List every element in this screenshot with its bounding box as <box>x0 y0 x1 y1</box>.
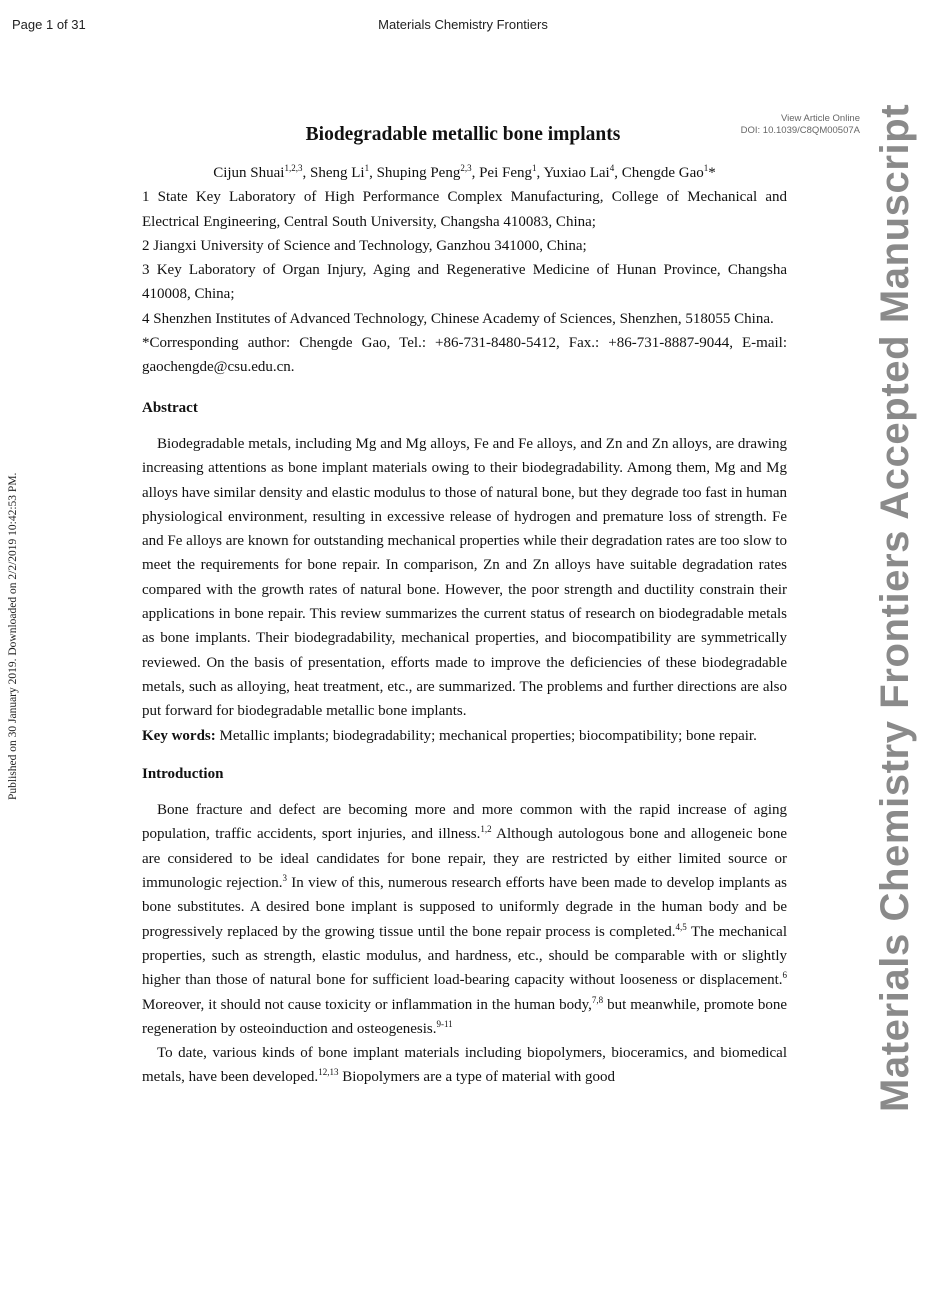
abstract <box>142 432 787 748</box>
citation-superscript: 9-11 <box>436 1018 453 1029</box>
text-run: In view of this, numerous research efforts have been made to develop implants as bone substitutes. A desired bone implant is supposed to uniformly degrade in the human body and be progressively replaced by the growing tissue until the bone repair process is completed. <box>142 875 787 940</box>
text-run: Moreover, it should not cause toxicity or inflammation in the human body, <box>142 996 592 1013</box>
text-run: , Yuxiao Lai <box>536 165 610 181</box>
text-run: *Corresponding author: Chengde Gao, Tel.: +86-731-8480-5412, Fax.: +86-731-8887-9044, E-mail: gaochengde@csu.edu.cn. <box>142 335 787 376</box>
text-run: Although autologous bone and allogeneic bone are considered to be ideal candidates for bone repair, they are restricted by either limited source or immunologic rejection. <box>142 826 787 892</box>
paragraph <box>142 331 787 380</box>
paragraph <box>142 798 787 1041</box>
text-run: Bone fracture and defect are becoming more and more common with the rapid increase of aging population, traffic accidents, sport injuries, and illness. <box>142 802 787 843</box>
text-run: , Chengde Gao <box>614 165 704 181</box>
text-run: * <box>708 165 716 181</box>
text-run: Key words: <box>142 727 216 744</box>
citation-superscript: 1,2 <box>480 824 492 835</box>
text-run: The mechanical properties, such as strength, elastic modulus, and hardness, etc., should be comparable with or slightly higher than those of natural bone for sufficient load-bearing capacity without looseness or displacement. <box>142 923 787 989</box>
page-number: Page 1 of 31 <box>12 17 86 32</box>
citation-superscript: 1,2,3 <box>284 163 303 173</box>
abstract-heading: Abstract <box>142 399 198 416</box>
publication-note: Published on 30 January 2019. Downloaded on 2/2/2019 10:42:53 PM. <box>7 472 19 800</box>
paragraph <box>142 432 787 724</box>
citation-superscript: 4 <box>609 163 615 173</box>
paragraph <box>142 161 787 185</box>
text-run: To date, various kinds of bone implant materials including biopolymers, bioceramics, and biomedical metals, have been developed. <box>142 1045 787 1086</box>
paragraph <box>142 234 787 258</box>
introduction-heading: Introduction <box>142 765 224 782</box>
accepted-manuscript-watermark: Materials Chemistry Frontiers Accepted Manuscript <box>873 103 917 1112</box>
text-run: Cijun Shuai <box>213 165 285 181</box>
text-run: 3 Key Laboratory of Organ Injury, Aging and Regenerative Medicine of Hunan Province, Changsha 410008, China; <box>142 262 787 303</box>
citation-superscript: 1 <box>364 163 370 173</box>
paper-body <box>142 161 787 1090</box>
citation-superscript: 1 <box>532 163 537 173</box>
text-run: Metallic implants; biodegradability; mechanical properties; biocompatibility; bone repair. <box>215 727 757 744</box>
text-run: , Shuping Peng <box>369 165 461 181</box>
text-run: Biodegradable metals, including Mg and Mg alloys, Fe and Fe alloys, and Zn and Zn alloys, are drawing increasing attentions as bone implant materials owing to their biodegradability. Among them, Mg and Mg alloys have similar density and elastic modulus to those of natural bone, but they degrade too fast in human physiological environment, resulting in excessive release of hydrogen and premature loss of strength. Fe and Fe alloys are known for outstanding mechanical properties while their degradation rates are too slow to meet the requirements for bone repair. In comparison, Zn and Zn alloys have suitable degradation rates compared with the growth rates of natural bone. However, the poor strength and ductility constrain their applications in bone repair. This review summarizes the current status of research on biodegradable metals as bone implants. Their biodegradability, mechanical properties, and biocompatibility are symmetrically reviewed. On the basis of presentation, efforts made to improve the deficiencies of these biodegradable metals, such as alloying, heat treatment, etc., are summarized. The problems and further directions are also put forward for biodegradable metallic bone implants. <box>142 435 787 720</box>
text-run: Biopolymers are a type of material with good <box>338 1069 616 1086</box>
journal-name: Materials Chemistry Frontiers <box>378 17 548 32</box>
view-article-online-link[interactable]: View Article Online <box>780 113 860 124</box>
text-run: 2 Jiangxi University of Science and Technology, Ganzhou 341000, China; <box>142 237 587 254</box>
paper-title: Biodegradable metallic bone implants <box>305 124 621 145</box>
text-run: 4 Shenzhen Institutes of Advanced Technology, Chinese Academy of Sciences, Shenzhen, 518055 China. <box>142 310 774 327</box>
citation-superscript: 12,13 <box>318 1067 339 1078</box>
paragraph <box>142 307 787 331</box>
citation-superscript: 6 <box>782 970 787 981</box>
text-run: 1 State Key Laboratory of High Performance Complex Manufacturing, College of Mechanical and Electrical Engineering, Central South University, Changsha 410083, China; <box>142 189 787 230</box>
introduction <box>142 798 787 1090</box>
paragraph <box>142 185 787 234</box>
paragraph <box>142 1041 787 1090</box>
paragraph <box>142 724 787 748</box>
text-run: , Pei Feng <box>471 165 533 181</box>
paragraph <box>142 258 787 307</box>
citation-superscript: 7,8 <box>591 994 604 1005</box>
text-run: but meanwhile, promote bone regeneration by osteoinduction and osteogenesis. <box>142 996 788 1037</box>
citation-superscript: 3 <box>282 873 288 884</box>
front-matter <box>142 161 787 380</box>
citation-superscript: 2,3 <box>460 163 472 173</box>
doi-link[interactable]: DOI: 10.1039/C8QM00507A <box>740 125 860 136</box>
citation-superscript: 4,5 <box>675 921 687 932</box>
text-run: , Sheng Li <box>302 165 365 181</box>
citation-superscript: 1 <box>703 163 709 173</box>
